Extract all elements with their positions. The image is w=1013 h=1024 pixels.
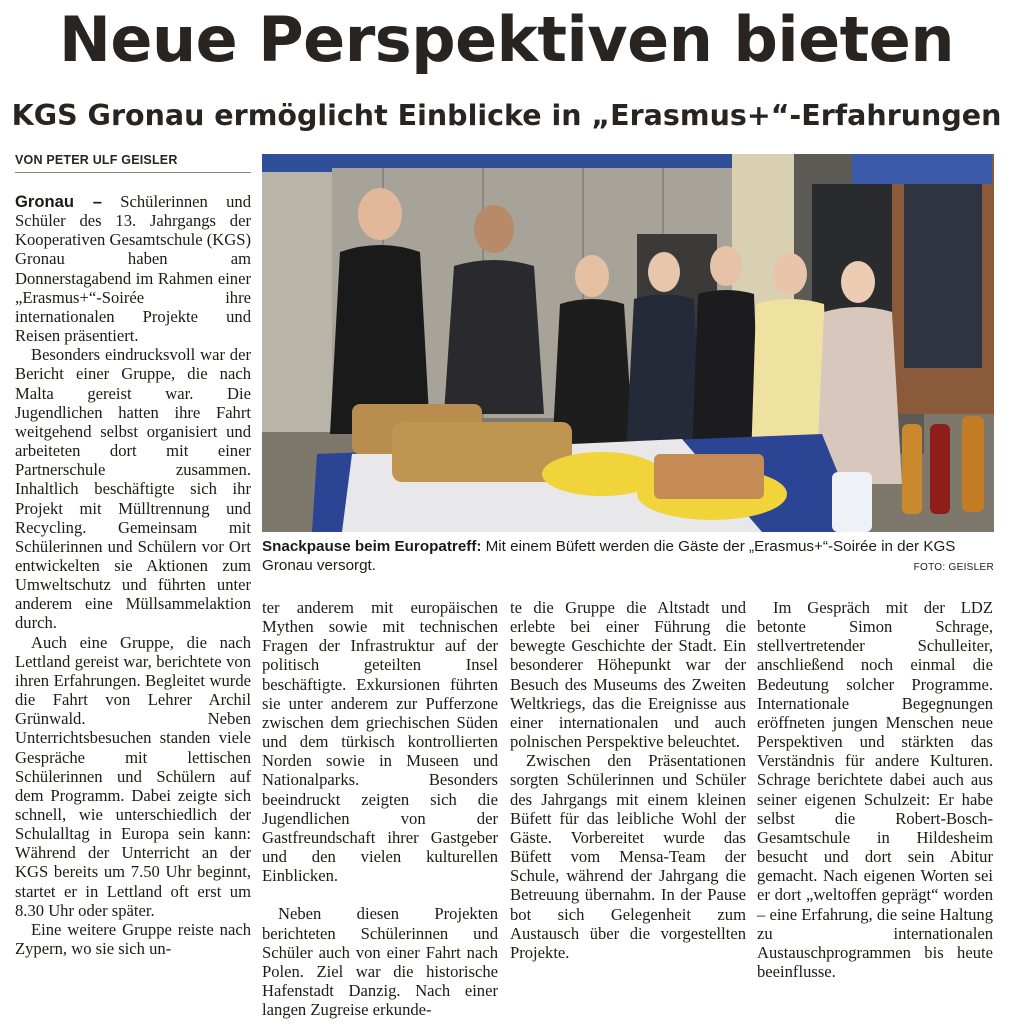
article-column-3 <box>510 598 746 962</box>
event-photo <box>262 154 994 532</box>
article-column-2 <box>262 598 498 1019</box>
byline-divider <box>15 172 251 173</box>
photo-caption <box>262 537 994 575</box>
paragraph: Auch eine Gruppe, die nach Lettland gereist war, berichtete von ihren Erfahrungen. Begleitet wurde die Fahrt von Lehrer Archil Grünwald. Neben Unterrichtsbesuchen standen viele Gespräche mit lettischen Schülerinnen und Schülern auf dem Programm. Dabei zeigte sich schnell, wie unterschiedlich der Schulalltag in Europa sein kann: Während der Unterricht an der KGS bereits um 7.50 Uhr beginnt, startet er in Lettland oft erst um 8.30 Uhr oder später. <box>15 632 251 920</box>
paragraph <box>15 192 251 345</box>
caption-lead: Snackpause beim Europatreff: <box>262 538 482 555</box>
paragraph: Besonders eindrucksvoll war der Bericht einer Gruppe, die nach Malta gereist war. Die Jugendlichen hatten ihre Fahrt weitgehend selbst organisiert und arbeiteten dort mit einer Partnerschule zusammen. Inhaltlich beschäftigte sich ihr Projekt mit Mülltrennung und Recycling. Gemeinsam mit Schülerinnen und Schülern vor Ort entwickelten sie Aktionen zum Umweltschutz und führten unter anderem eine Müllsammelaktion durch. <box>15 345 251 633</box>
article-column-1 <box>15 192 251 958</box>
paragraph-text: Schülerinnen und Schüler des 13. Jahrgangs der Kooperativen Gesamtschule (KGS) Gronau haben am Donnerstagabend im Rahmen einer „Erasmus+“-Soirée ihre internationalen Projekte und Reisen präsentiert. <box>15 192 251 346</box>
headline: Neue Perspektiven bieten <box>59 3 954 76</box>
photo-credit: FOTO: GEISLER <box>913 562 994 573</box>
paragraph: ter anderem mit europäischen Mythen sowie mit technischen Fragen der Infrastruktur auf der politisch geteilten Insel beschäftigte. Exkursionen führten sie unter anderem zur Pufferzone zwischen dem griechischen Süden und dem türkisch kontrollierten Norden sowie in Museen und Nationalparks. Besonders beeindruckt zeigten sich die Jugendlichen von der Gastfreundschaft ihrer Gastgeber und den vielen kulturellen Einblicken. <box>262 598 498 886</box>
article-column-4 <box>757 598 993 981</box>
subheadline: KGS Gronau ermöglicht Einblicke in „Erasmus+“-Erfahrungen <box>11 99 1002 132</box>
paragraph: Neben diesen Projekten berichteten Schülerinnen und Schüler auch von einer Fahrt nach Polen. Ziel war die historische Hafenstadt Danzig. Nach einer langen Zugreise erkunde- <box>262 904 498 1020</box>
paragraph: Eine weitere Gruppe reiste nach Zypern, wo sie sich un- <box>15 919 251 959</box>
dateline: Gronau – <box>15 192 102 211</box>
paragraph: Im Gespräch mit der LDZ betonte Simon Schrage, stellvertretender Schulleiter, anschließend noch einmal die Bedeutung solcher Programme. Internationale Begegnungen eröffneten jungen Menschen neue Perspektiven und stärkten das Verständnis für andere Kulturen. Schrage berichtete dabei auch aus seiner eigenen Schulzeit: Er habe selbst die Robert-Bosch-Gesamtschule in Hildesheim besucht und dort sein Abitur gemacht. Nach eigenen Worten sei er dort „weltoffen geprägt“ worden – eine Erfahrung, die seine Haltung zu internationalen Austauschprogrammen bis heute beeinflusse. <box>757 598 993 981</box>
paragraph: te die Gruppe die Altstadt und erlebte bei einer Führung die bewegte Geschichte der Stadt. Ein besonderer Höhepunkt war der Besuch des Museums des Zweiten Weltkriegs, das die Ereignisse aus einer internationalen und auch polnischen Perspektive beleuchtet. <box>510 598 746 752</box>
byline: VON PETER ULF GEISLER <box>15 153 178 167</box>
paragraph: Zwischen den Präsentationen sorgten Schülerinnen und Schüler des Jahrgangs mit einem kleinen Büfett für das leibliche Wohl der Gäste. Vorbereitet wurde das Büfett vom Mensa-Team der Schule, während der Jahrgang die Betreuung übernahm. In der Pause bot sich Gelegenheit zum Austausch über die vorgestellten Projekte. <box>510 751 746 962</box>
caption-text: Mit einem Büfett werden die Gäste der „Erasmus+“-Soirée in der KGS Gronau versorgt. <box>262 538 956 574</box>
